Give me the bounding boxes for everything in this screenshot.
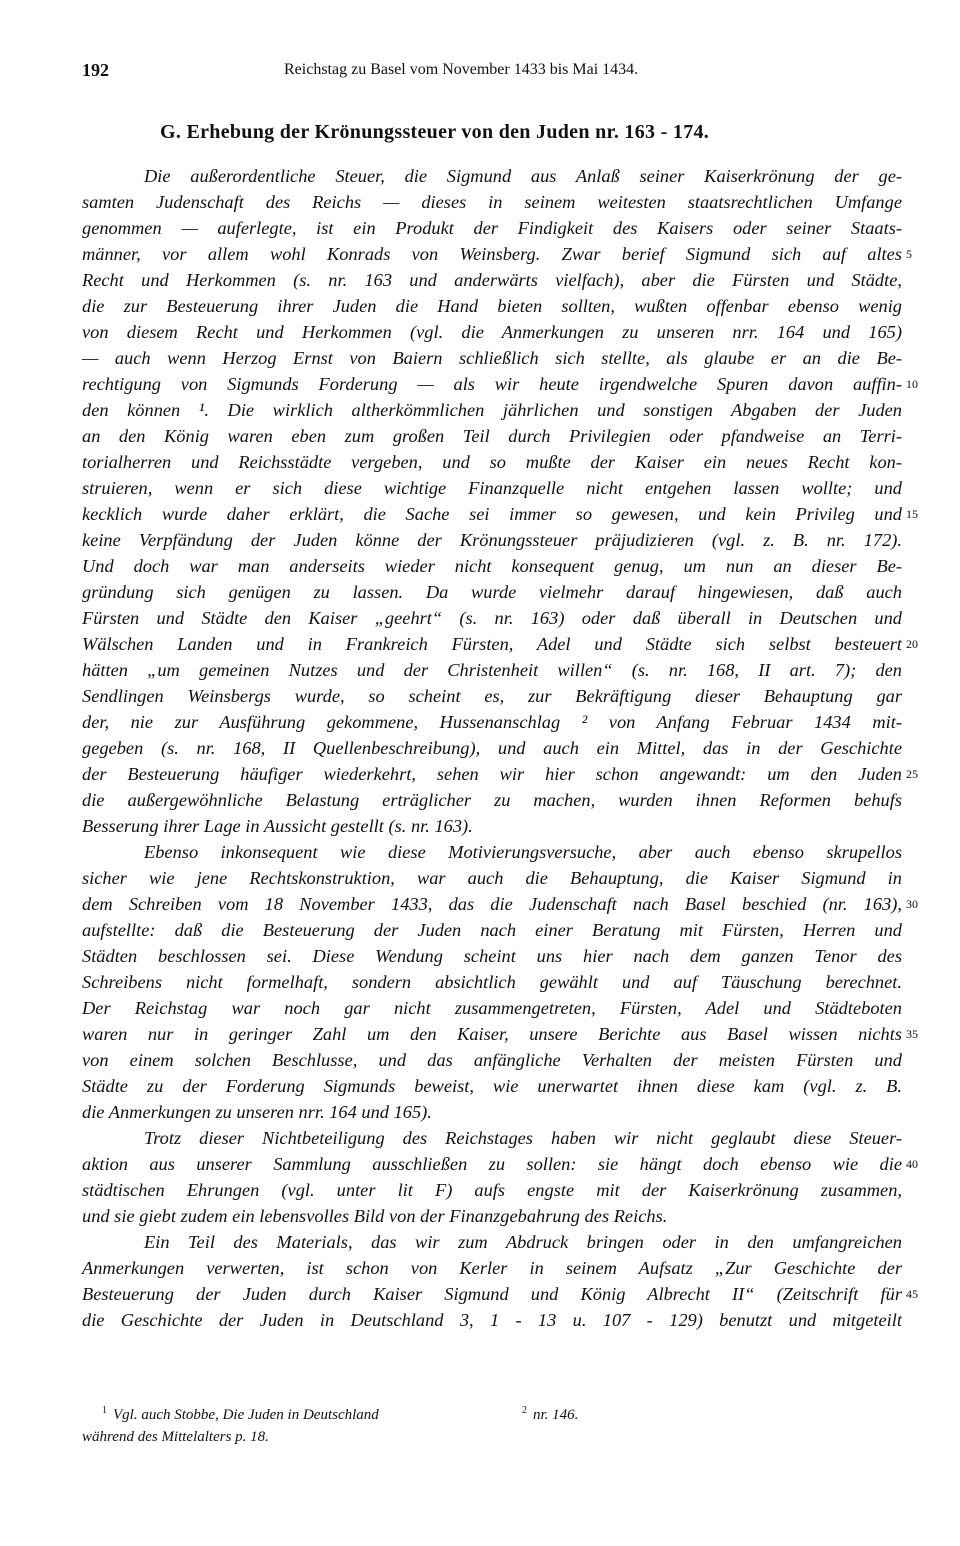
body-line: die Geschichte der Juden in Deutschland 3, 1 - 13 u. 107 - 129) benutzt und mitgeteilt — [82, 1310, 902, 1330]
body-line: — auch wenn Herzog Ernst von Baiern schließlich sich stellte, als glaube er an die Be- — [82, 348, 902, 368]
running-head: Reichstag zu Basel vom November 1433 bis Mai 1434. — [284, 61, 639, 78]
body-line: Städte zu der Forderung Sigmunds beweist, wie unerwartet ihnen diese kam (vgl. z. B. — [82, 1076, 902, 1096]
body-line: Besserung ihrer Lage in Aussicht gestellt (s. nr. 163). — [82, 816, 473, 836]
footnote-2-text: nr. 146. — [533, 1407, 579, 1423]
margin-line-number: 25 — [906, 767, 918, 781]
body-line: Anmerkungen verwerten, ist schon von Kerler in seinem Aufsatz „Zur Geschichte der — [82, 1258, 902, 1278]
body-line: kecklich wurde daher erklärt, die Sache sei immer so gewesen, und kein Privileg und — [82, 504, 902, 524]
body-line: die Anmerkungen zu unseren nrr. 164 und 165). — [82, 1102, 432, 1122]
footnote-2-marker: 2 — [522, 1405, 527, 1416]
margin-line-number: 5 — [906, 247, 912, 261]
body-line: Sendlingen Weinsbergs wurde, so scheint es, zur Bekräftigung dieser Behauptung gar — [82, 686, 902, 706]
body-line: der Besteuerung häufiger wiederkehrt, sehen wir hier schon angewandt: um den Juden — [82, 764, 902, 784]
body-line: Städten beschlossen sei. Diese Wendung scheint uns hier nach dem ganzen Tenor des — [82, 946, 902, 966]
body-line: genommen — auferlegte, ist ein Produkt der Findigkeit des Kaisers oder seiner Staats- — [82, 218, 902, 238]
footnote-1 — [102, 1405, 379, 1424]
margin-line-number: 45 — [906, 1287, 918, 1301]
body-line: die zur Besteuerung ihrer Juden die Hand bieten sollten, wußten offenbar ebenso wenig — [82, 296, 902, 316]
body-line: Ein Teil des Materials, das wir zum Abdruck bringen oder in den umfangreichen — [144, 1232, 902, 1252]
body-line: aktion aus unserer Sammlung ausschließen zu sollen: sie hängt doch ebenso wie die — [82, 1154, 902, 1174]
body-line: Schreibens nicht formelhaft, sondern absichtlich gewählt und auf Täuschung berechnet. — [82, 972, 902, 992]
body-line: Die außerordentliche Steuer, die Sigmund aus Anlaß seiner Kaiserkrönung der ge- — [144, 166, 902, 186]
body-line: an den König waren eben zum großen Teil durch Privilegien oder pfandweise an Terri- — [82, 426, 902, 446]
body-line: der, nie zur Ausführung gekommene, Hussenanschlag ² von Anfang Februar 1434 mit- — [82, 712, 902, 732]
body-line: Wälschen Landen und in Frankreich Fürsten, Adel und Städte sich selbst besteuert — [82, 634, 902, 654]
margin-line-number: 30 — [906, 897, 918, 911]
margin-line-number: 20 — [906, 637, 918, 651]
footnote-1-marker: 1 — [102, 1405, 107, 1416]
body-line: samten Judenschaft des Reichs — dieses in seinem weitesten staatsrechtlichen Umfange — [82, 192, 902, 212]
margin-line-number: 10 — [906, 377, 918, 391]
body-line: die außergewöhnliche Belastung erträglicher zu machen, wurden ihnen Reformen behufs — [82, 790, 902, 810]
body-line: städtischen Ehrungen (vgl. unter lit F) aufs engste mit der Kaiserkrönung zusammen, — [82, 1180, 902, 1200]
body-line: hätten „um gemeinen Nutzes und der Christenheit willen“ (s. nr. 168, II art. 7); den — [82, 660, 902, 680]
body-line: von diesem Recht und Herkommen (vgl. die Anmerkungen zu unseren nrr. 164 und 165) — [82, 322, 902, 342]
footnote-1-text: Vgl. auch Stobbe, Die Juden in Deutschland — [113, 1407, 379, 1423]
body-line: rechtigung von Sigmunds Forderung — als wir heute irgendwelche Spuren davon auffin- — [82, 374, 902, 394]
body-line: Und doch war man anderseits wieder nicht konsequent genug, um nun an dieser Be- — [82, 556, 902, 576]
body-line: torialherren und Reichsstädte vergeben, und so mußte der Kaiser ein neues Recht kon- — [82, 452, 902, 472]
body-line: gründung sich genügen zu lassen. Da wurde vielmehr darauf hingewiesen, daß auch — [82, 582, 902, 602]
body-line: keine Verpfändung der Juden könne der Krönungssteuer präjudizieren (vgl. z. B. nr. 172). — [82, 530, 902, 550]
margin-line-number: 15 — [906, 507, 918, 521]
body-line: gegeben (s. nr. 168, II Quellenbeschreibung), und auch ein Mittel, das in der Geschichte — [82, 738, 902, 758]
body-line: Besteuerung der Juden durch Kaiser Sigmund und König Albrecht II“ (Zeitschrift für — [82, 1284, 902, 1304]
footnote-1-continuation: während des Mittelalters p. 18. — [82, 1429, 269, 1445]
body-line: den können ¹. Die wirklich altherkömmlichen jährlichen und sonstigen Abgaben der Juden — [82, 400, 902, 420]
margin-line-number: 40 — [906, 1157, 918, 1171]
body-line: dem Schreiben vom 18 November 1433, das die Judenschaft nach Basel beschied (nr. 163), — [82, 894, 902, 914]
page-header — [82, 60, 902, 84]
body-line: männer, vor allem wohl Konrads von Weinsberg. Zwar berief Sigmund sich auf altes — [82, 244, 902, 264]
body-line: Trotz dieser Nichtbeteiligung des Reichstages haben wir nicht geglaubt diese Steuer- — [144, 1128, 902, 1148]
body-line: sicher wie jene Rechtskonstruktion, war auch die Behauptung, die Kaiser Sigmund in — [82, 868, 902, 888]
body-line: Fürsten und Städte den Kaiser „geehrt“ (s. nr. 163) oder daß überall in Deutschen und — [82, 608, 902, 628]
margin-line-number: 35 — [906, 1027, 918, 1041]
page-number: 192 — [82, 60, 109, 80]
body-line: Recht und Herkommen (s. nr. 163 und anderwärts vielfach), aber die Fürsten und Städte, — [82, 270, 902, 290]
body-line: aufstellte: daß die Besteuerung der Juden nach einer Beratung mit Fürsten, Herren und — [82, 920, 902, 940]
body-line: und sie giebt zudem ein lebensvolles Bild von der Finanzgebahrung des Reichs. — [82, 1206, 668, 1226]
body-line: von einem solchen Beschlusse, und das anfängliche Verhalten der meisten Fürsten und — [82, 1050, 902, 1070]
body-line: waren nur in geringer Zahl um den Kaiser, unsere Berichte aus Basel wissen nichts — [82, 1024, 902, 1044]
body-line: struieren, wenn er sich diese wichtige Finanzquelle nicht entgehen lassen wollte; und — [82, 478, 902, 498]
footnote-2 — [522, 1405, 578, 1424]
section-title: G. Erhebung der Krönungssteuer von den Juden nr. 163 - 174. — [160, 121, 710, 143]
body-line: Der Reichstag war noch gar nicht zusammengetreten, Fürsten, Adel und Städteboten — [82, 998, 902, 1018]
body-line: Ebenso inkonsequent wie diese Motivierungsversuche, aber auch ebenso skrupellos — [144, 842, 902, 862]
